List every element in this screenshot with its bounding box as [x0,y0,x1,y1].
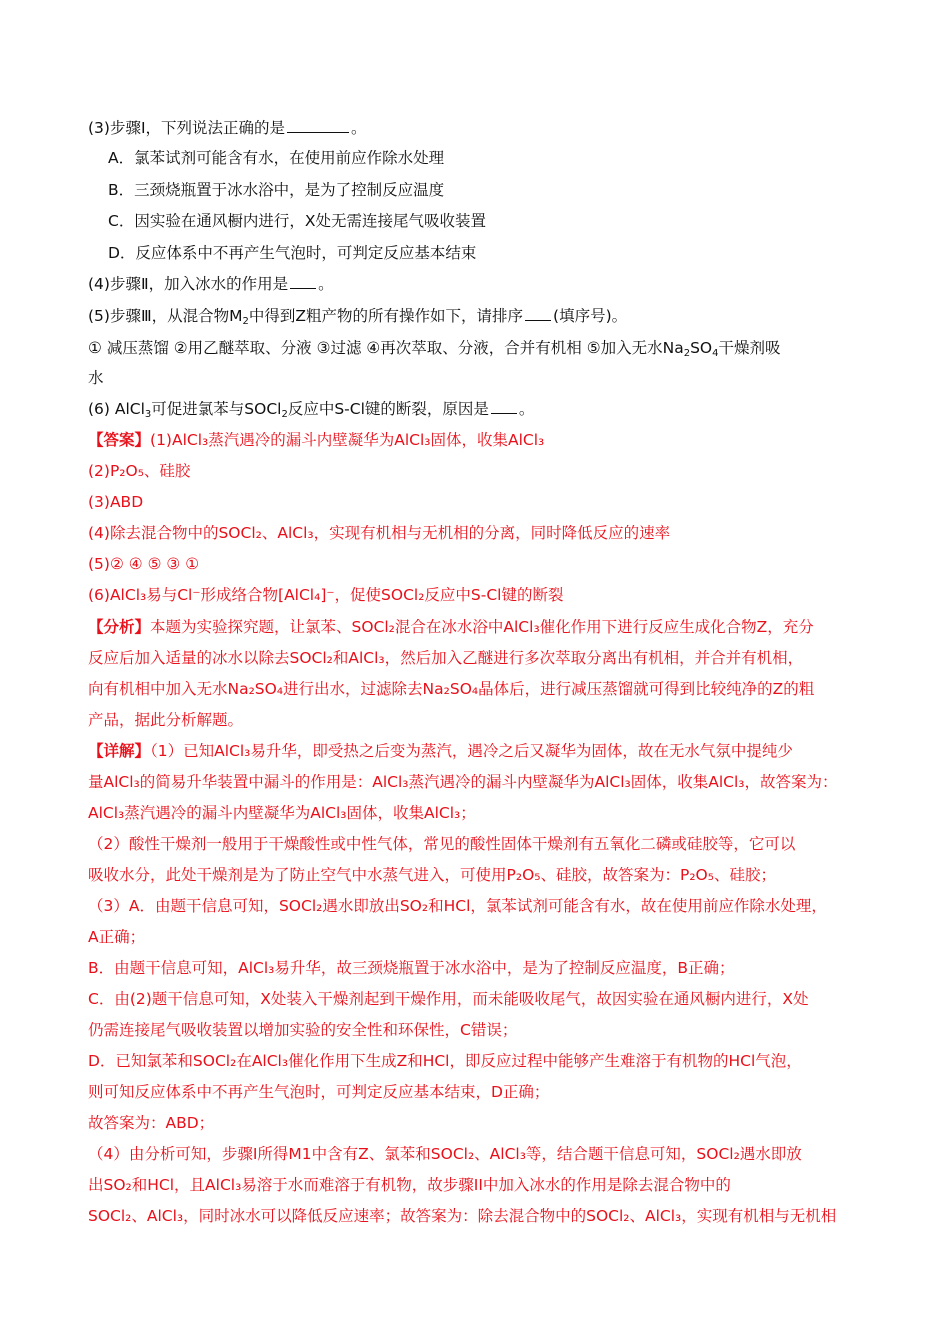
question-6-stem [88,399,534,419]
detail-line-9: C．由(2)题干信息可知，X处装入干燥剂起到干燥作用，而未能吸收尾气，故因实验在通风橱内进行，X处 [88,990,809,1008]
question-4-text: (4)步骤Ⅱ，加入冰水的作用是 [88,275,289,293]
detail-line-16: SOCl₂、AlCl₃，同时冰水可以降低反应速率；故答案为：除去混合物中的SOCl₂、AlCl₃，实现有机相与无机相 [88,1207,837,1225]
answer-3: (3)ABD [88,493,144,511]
answer-line-1 [88,430,544,450]
detail-line-11: D．已知氯苯和SOCl₂在AlCl₃催化作用下生成Z和HCl，即反应过程中能够产生难溶于有机物的HCl气泡， [88,1052,802,1070]
detail-line-4: （2）酸性干燥剂一般用于干燥酸性或中性气体，常见的酸性固体干燥剂有五氧化二磷或硅胶等，它可以 [88,835,796,853]
analysis-text: 本题为实验探究题，让氯苯、SOCl₂混合在冰水浴中AlCl₃催化作用下进行反应生成化合物Z，充分 [150,618,814,636]
detail-line-5: 吸收水分，此处干燥剂是为了防止空气中水蒸气进入，可使用P₂O₅、硅胶，故答案为：P₂O₅、硅胶； [88,866,776,884]
answer-blank [491,399,517,414]
subscript: 4 [712,348,719,359]
operations-text-b: SO [690,339,713,357]
detail-line-12: 则可知反应体系中不再产生气泡时，可判定反应基本结束，D正确； [88,1083,550,1101]
question-5-text-a: (5)步骤Ⅲ，从混合物M [88,307,243,325]
detail-line-8: B．由题干信息可知，AlCl₃易升华，故三颈烧瓶置于冰水浴中，是为了控制反应温度，B正确； [88,959,735,977]
option-b: B．三颈烧瓶置于冰水浴中，是为了控制反应温度 [108,181,445,199]
question-5-operations-cont: 水 [88,369,104,387]
question-4-stem [88,274,334,294]
question-5-stem [88,306,627,326]
question-4-end: 。 [318,275,334,293]
answer-1: (1)AlCl₃蒸汽遇冷的漏斗内壁凝华为AlCl₃固体，收集AlCl₃ [150,431,545,449]
question-3-end: 。 [351,119,367,137]
option-d: D．反应体系中不再产生气泡时，可判定反应基本结束 [108,244,477,262]
subscript: 3 [144,409,152,420]
detail-line-7: A正确； [88,928,146,946]
question-6-end: 。 [518,400,535,418]
subscript: 2 [242,316,249,327]
detail-line-14: （4）由分析可知，步骤Ⅰ所得M1中含有Z、氯苯和SOCl₂、AlCl₃等，结合题干信息可知，SOCl₂遇水即放 [88,1145,802,1163]
detail-line-6: （3）A．由题干信息可知，SOCl₂遇水即放出SO₂和HCl，氯苯试剂可能含有水，故在使用前应作除水处理， [88,897,827,915]
question-6-text-b: 可促进氯苯与SOCl [151,400,282,418]
answer-6: (6)AlCl₃易与Cl⁻形成络合物[AlCl₄]⁻，促使SOCl₂反应中S-Cl键的断裂 [88,586,564,604]
analysis-line-2: 反应后加入适量的冰水以除去SOCl₂和AlCl₃，然后加入乙醚进行多次萃取分离出有机相，并合并有机相， [88,649,804,667]
operations-text-a: ① 减压蒸馏 ②用乙醚萃取、分液 ③过滤 ④再次萃取、分液，合并有机相 ⑤加入无水Na [88,339,684,357]
detail-line-1 [88,741,793,761]
answer-5: (5)② ④ ⑤ ③ ① [88,555,200,573]
question-6-text-c: 反应中S-Cl键的断裂，原因是 [287,400,489,418]
detail-line-3: AlCl₃蒸汽遇冷的漏斗内壁凝华为AlCl₃固体，收集AlCl₃； [88,804,476,822]
option-a: A．氯苯试剂可能含有水，在使用前应作除水处理 [108,149,445,167]
answer-4: (4)除去混合物中的SOCl₂、AlCl₃，实现有机相与无机相的分离，同时降低反应的速率 [88,524,671,542]
question-5-operations [88,338,781,358]
detail-line-2: 量AlCl₃的简易升华装置中漏斗的作用是：AlCl₃蒸汽遇冷的漏斗内壁凝华为AlCl₃固体，收集AlCl₃，故答案为： [88,773,838,791]
answer-blank [287,118,349,133]
operations-text-c: 干燥剂吸 [718,339,781,357]
option-c: C．因实验在通风橱内进行，X处无需连接尾气吸收装置 [108,212,486,230]
detail-line-15: 出SO₂和HCl，且AlCl₃易溶于水而难溶于有机物，故步骤II中加入冰水的作用是除去混合物中的 [88,1176,731,1194]
detail-tag: 【详解】 [88,742,151,760]
question-5-text-c: (填序号)。 [553,307,628,325]
analysis-line-3: 向有机相中加入无水Na₂SO₄进行出水，过滤除去Na₂SO₄晶体后，进行减压蒸馏就可得到比较纯净的Z的粗 [88,680,815,698]
analysis-line-1 [88,617,814,637]
analysis-tag: 【分析】 [88,618,151,636]
question-3-stem [88,118,367,138]
answer-blank [525,306,551,321]
subscript: 2 [683,348,691,359]
answer-blank [290,274,316,289]
detail-text: （1）已知AlCl₃易升华，即受热之后变为蒸汽，遇冷之后又凝华为固体，故在无水气氛中提纯少 [150,742,793,760]
question-6-text-a: (6) AlCl [88,400,145,418]
answer-2: (2)P₂O₅、硅胶 [88,462,191,480]
detail-line-13: 故答案为：ABD； [88,1114,215,1132]
subscript: 2 [281,409,288,420]
question-5-text-b: 中得到Z粗产物的所有操作如下，请排序 [248,307,524,325]
answer-tag: 【答案】 [88,431,151,449]
question-3-text: (3)步骤Ⅰ，下列说法正确的是 [88,119,286,137]
analysis-line-4: 产品，据此分析解题。 [88,711,244,729]
detail-line-10: 仍需连接尾气吸收装置以增加实验的安全性和环保性，C错误； [88,1021,518,1039]
